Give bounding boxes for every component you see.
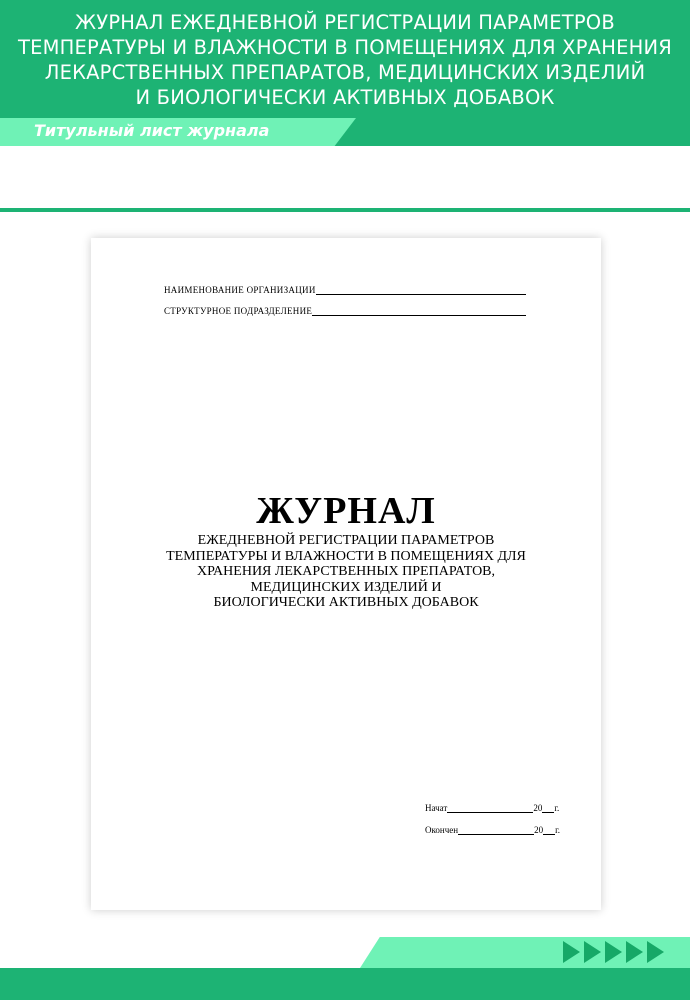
page-title-line: ТЕМПЕРАТУРЫ И ВЛАЖНОСТИ В ПОМЕЩЕНИЯХ ДЛЯ ХРАНЕНИЯ [17,36,672,59]
page-title-line: ЛЕКАРСТВЕННЫХ ПРЕПАРАТОВ, МЕДИЦИНСКИХ ИЗДЕЛИЙ [44,61,646,84]
start-year-prefix: 20 [533,803,543,813]
divider [0,208,690,212]
footer-bar [0,968,690,1000]
end-year-prefix: 20 [534,825,544,835]
department-blank-line [312,306,526,316]
page-title-line: И БИОЛОГИЧЕСКИ АКТИВНЫХ ДОБАВОК [135,86,555,109]
end-date-label: Окончен [425,825,459,835]
start-year-blank-line [542,803,554,813]
end-date-blank-line [458,825,534,835]
next-arrows [563,941,664,965]
section-subtitle: Титульный лист журнала [34,121,270,140]
start-date-blank-line [447,803,533,813]
start-year-suffix: г. [554,803,560,813]
organization-label: НАИМЕНОВАНИЕ ОРГАНИЗАЦИИ [164,285,316,295]
chevron-right-icon [626,941,643,963]
department-field [164,306,526,316]
organization-field [164,285,526,295]
journal-subtitle-line: МЕДИЦИНСКИХ ИЗДЕЛИЙ И [250,579,442,595]
start-date-label: Начат [425,803,448,813]
page-title [0,10,690,110]
journal-cover-page [91,238,601,910]
journal-subtitle-line: ХРАНЕНИЯ ЛЕКАРСТВЕННЫХ ПРЕПАРАТОВ, [196,564,496,579]
chevron-right-icon [605,941,622,963]
end-year-blank-line [543,825,555,835]
chevron-right-icon [563,941,580,963]
chevron-right-icon [584,941,601,963]
page-title-line: ЖУРНАЛ ЕЖЕДНЕВНОЙ РЕГИСТРАЦИИ ПАРАМЕТРОВ [75,11,615,34]
end-year-suffix: г. [555,825,561,835]
start-date-field [425,803,559,813]
organization-blank-line [316,285,526,295]
journal-subtitle-line: ТЕМПЕРАТУРЫ И ВЛАЖНОСТИ В ПОМЕЩЕНИЯХ ДЛЯ [166,548,526,564]
department-label: СТРУКТУРНОЕ ПОДРАЗДЕЛЕНИЕ [164,306,313,316]
journal-subtitle-line: ЕЖЕДНЕВНОЙ РЕГИСТРАЦИИ ПАРАМЕТРОВ [197,533,495,548]
journal-subtitle [91,533,601,611]
end-date-field [425,825,560,835]
chevron-right-icon [647,941,664,963]
journal-subtitle-line: БИОЛОГИЧЕСКИ АКТИВНЫХ ДОБАВОК [213,595,479,610]
journal-title: ЖУРНАЛ [256,490,436,532]
